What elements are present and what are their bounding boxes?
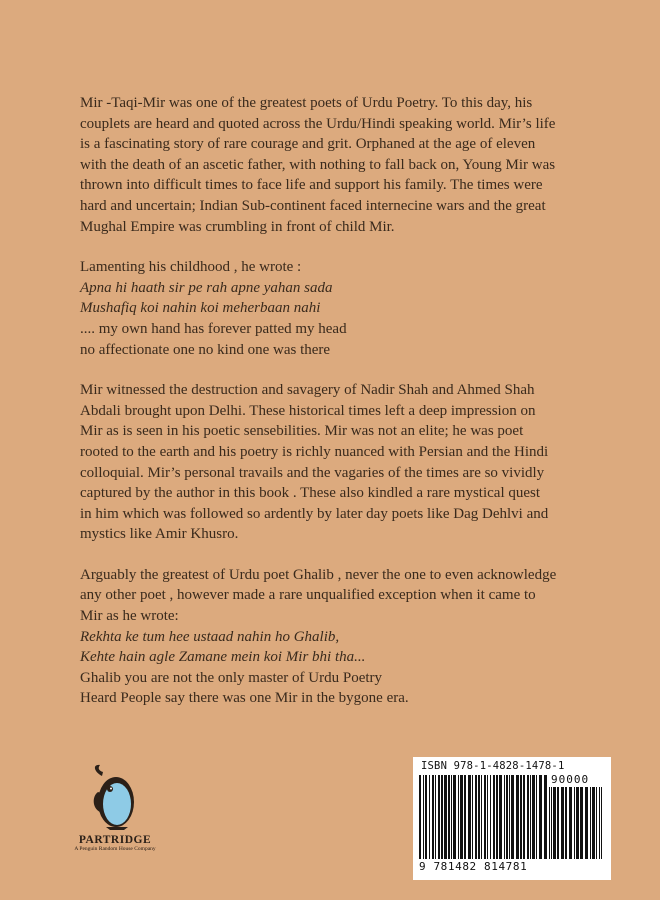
barcode-bar — [460, 775, 463, 859]
text-line: Arguably the greatest of Urdu poet Ghalib , never the one to even acknowledge — [80, 566, 557, 583]
barcode-bar — [432, 775, 434, 859]
text-line: Mir witnessed the destruction and savagery of Nadir Shah and Ahmed Shah — [80, 382, 535, 399]
barcode-bar — [549, 787, 550, 859]
barcode-bar — [580, 787, 583, 859]
ghalib-stanza — [80, 565, 590, 709]
ghalib-translation-2: Heard People say there was one Mir in the bygone era. — [80, 690, 409, 707]
text-line: colloquial. Mir’s personal travails and the vagaries of the times are so vividly — [80, 464, 545, 481]
text-line: is a fascinating story of rare courage and grit. Orphaned at the age of eleven — [80, 136, 536, 153]
barcode-bar — [557, 787, 559, 859]
barcode-bar — [472, 775, 473, 859]
barcode-bar — [487, 775, 488, 859]
barcode-bar — [423, 775, 424, 859]
publisher-name: PARTRIDGE — [78, 834, 152, 846]
barcode-bar — [451, 775, 452, 859]
addon-barcode-bars — [549, 787, 605, 859]
barcode-bar — [425, 775, 427, 859]
blurb-paragraph-3 — [80, 380, 590, 545]
barcode-bar — [475, 775, 477, 859]
barcode-bar — [592, 787, 595, 859]
text-line: with the death of an ascetic father, with nothing to fall back on, Young Mir was — [80, 156, 556, 173]
barcode-bar — [523, 775, 525, 859]
barcode-bar — [499, 775, 502, 859]
barcode-bar — [539, 775, 542, 859]
partridge-bird-icon — [88, 762, 142, 832]
barcode-bar — [553, 787, 556, 859]
publisher-logo — [60, 762, 170, 852]
barcode-bar — [532, 775, 535, 859]
isbn-barcode — [413, 757, 611, 880]
barcode-digits: 9 781482 814781 — [419, 860, 528, 873]
barcode-bar — [601, 787, 602, 859]
barcode-bar — [565, 787, 567, 859]
barcode-bar — [438, 775, 440, 859]
barcode-bar — [448, 775, 450, 859]
blurb-paragraph-4 — [80, 565, 590, 627]
barcode-bar — [458, 775, 459, 859]
barcode-bar — [468, 775, 471, 859]
barcode-bar — [574, 787, 575, 859]
barcode-bar — [429, 775, 430, 859]
barcode-bar — [484, 775, 486, 859]
barcode-bar — [506, 775, 508, 859]
barcode-bar — [481, 775, 482, 859]
text-line: any other poet , however made a rare unqualified exception when it came to — [80, 587, 536, 604]
barcode-bar — [551, 787, 552, 859]
text-line: Abdali brought upon Delhi. These historical times left a deep impression on — [80, 402, 536, 419]
barcode-bar — [530, 775, 531, 859]
text-line: Mir -Taqi-Mir was one of the greatest poets of Urdu Poetry. To this day, his — [80, 95, 533, 111]
addon-digits: 90000 — [551, 773, 590, 786]
isbn-label: ISBN 978-1-4828-1478-1 — [421, 760, 565, 772]
barcode-bar — [544, 775, 547, 859]
barcode-bar — [444, 775, 447, 859]
ghalib-verse-1: Rekhta ke tum hee ustaad nahin ho Ghalib, — [80, 628, 340, 645]
text-line: hard and uncertain; Indian Sub-continent faced internecine wars and the great — [80, 197, 546, 214]
ghalib-translation-1: Ghalib you are not the only master of Urdu Poetry — [80, 669, 383, 686]
lament-intro: Lamenting his childhood , he wrote : — [80, 259, 302, 276]
text-line: captured by the author in this book . These also kindled a rare mystical quest — [80, 485, 541, 502]
barcode-bar — [585, 787, 588, 859]
barcode-bar — [527, 775, 529, 859]
barcode-bar — [520, 775, 522, 859]
barcode-bar — [590, 787, 591, 859]
barcode-bar — [599, 787, 600, 859]
barcode-bar — [493, 775, 495, 859]
barcode-bar — [596, 787, 597, 859]
blurb-paragraph-1 — [80, 93, 590, 237]
barcode-bar — [504, 775, 505, 859]
barcode-bar — [576, 787, 579, 859]
lament-translation-1: .... my own hand has forever patted my head — [80, 320, 347, 337]
barcode-bar — [516, 775, 519, 859]
lament-verse-2: Mushafiq koi nahin koi meherbaan nahi — [80, 300, 321, 317]
text-line: Mughal Empire was crumbling in front of child Mir. — [80, 218, 395, 235]
lament-stanza — [80, 257, 590, 360]
barcode-bar — [464, 775, 466, 859]
barcode-bar — [453, 775, 456, 859]
lament-verse-1: Apna hi haath sir pe rah apne yahan sada — [80, 279, 333, 296]
barcode-bar — [496, 775, 498, 859]
barcode-bar — [419, 775, 421, 859]
ghalib-verse-2: Kehte hain agle Zamane mein koi Mir bhi tha... — [80, 649, 366, 666]
lament-translation-2: no affectionate one no kind one was there — [80, 341, 331, 358]
text-line: thrown into difficult times to face life and support his family. The times were — [80, 177, 543, 194]
barcode-bar — [511, 775, 514, 859]
barcode-bar — [478, 775, 480, 859]
text-line: rooted to the earth and his poetry is richly nuanced with Persian and the Hindi — [80, 443, 549, 460]
barcode-bar — [441, 775, 443, 859]
blurb-text — [80, 93, 590, 729]
barcode-bar — [435, 775, 436, 859]
text-line: Mir as is seen in his poetic sensebilities. Mir was not an elite; he was poet — [80, 423, 524, 440]
text-line: couplets are heard and quoted across the Urdu/Hindi speaking world. Mir’s life — [80, 115, 556, 132]
barcode-bar — [490, 775, 491, 859]
barcode-bar — [509, 775, 510, 859]
publisher-tagline: A Penguin Random House Company — [74, 846, 156, 852]
barcode-bar — [561, 787, 564, 859]
barcode-bar — [569, 787, 572, 859]
barcode-bar — [536, 775, 537, 859]
text-line: mystics like Amir Khusro. — [80, 526, 239, 543]
text-line: Mir as he wrote: — [80, 608, 179, 625]
text-line: in him which was followed so ardently by later day poets like Dag Dehlvi and — [80, 505, 549, 522]
barcode-bars — [419, 775, 547, 859]
